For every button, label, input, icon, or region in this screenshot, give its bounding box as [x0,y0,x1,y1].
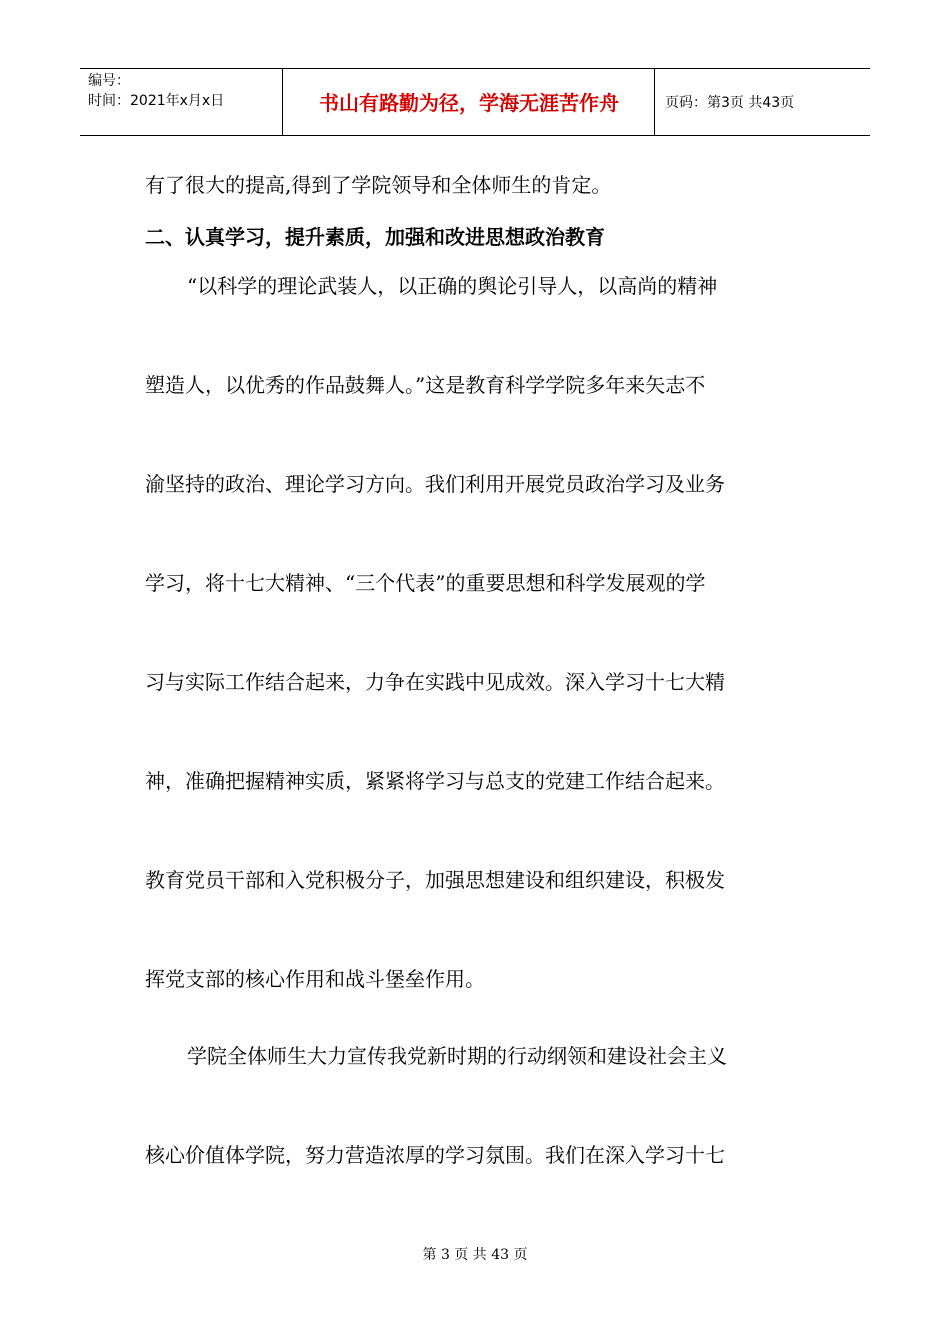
body-line: 学习，将十七大精神、“三个代表”的重要思想和科学发展观的学 [145,571,706,595]
page-footer: 第 3 页 共 43 页 [422,1247,528,1263]
header-motto: 书山有路勤为径，学海无涯苦作舟 [319,91,619,115]
body-line: 习与实际工作结合起来，力争在实践中见成效。深入学习十七大精 [145,670,725,694]
body-line: 挥党支部的核心作用和战斗堡垒作用。 [145,967,485,991]
header-meta-cell [80,69,283,135]
body-line: 核心价值体学院，努力营造浓厚的学习氛围。我们在深入学习十七 [145,1143,725,1167]
document-header [80,68,870,136]
body-line: 渝坚持的政治、理论学习方向。我们利用开展党员政治学习及业务 [145,472,725,496]
header-motto-cell [283,69,655,135]
document-number-label: 编号： [88,73,130,89]
header-page-info: 页码：第3页 共43页 [665,95,795,111]
section-heading: 二、认真学习，提升素质，加强和改进思想政治教育 [145,225,605,249]
body-line: 学院全体师生大力宣传我党新时期的行动纲领和建设社会主义 [187,1044,727,1068]
body-line: 神，准确把握精神实质，紧紧将学习与总支的党建工作结合起来。 [145,769,725,793]
body-line: “以科学的理论武装人，以正确的舆论引导人，以高尚的精神 [187,274,718,298]
header-page-cell [655,69,870,135]
body-line: 有了很大的提高,得到了学院领导和全体师生的肯定。 [145,173,612,197]
document-date-label: 时间：2021年x月x日 [88,93,225,109]
body-line: 塑造人，以优秀的作品鼓舞人。”这是教育科学学院多年来矢志不 [145,373,706,397]
body-line: 教育党员干部和入党积极分子，加强思想建设和组织建设，积极发 [145,868,725,892]
